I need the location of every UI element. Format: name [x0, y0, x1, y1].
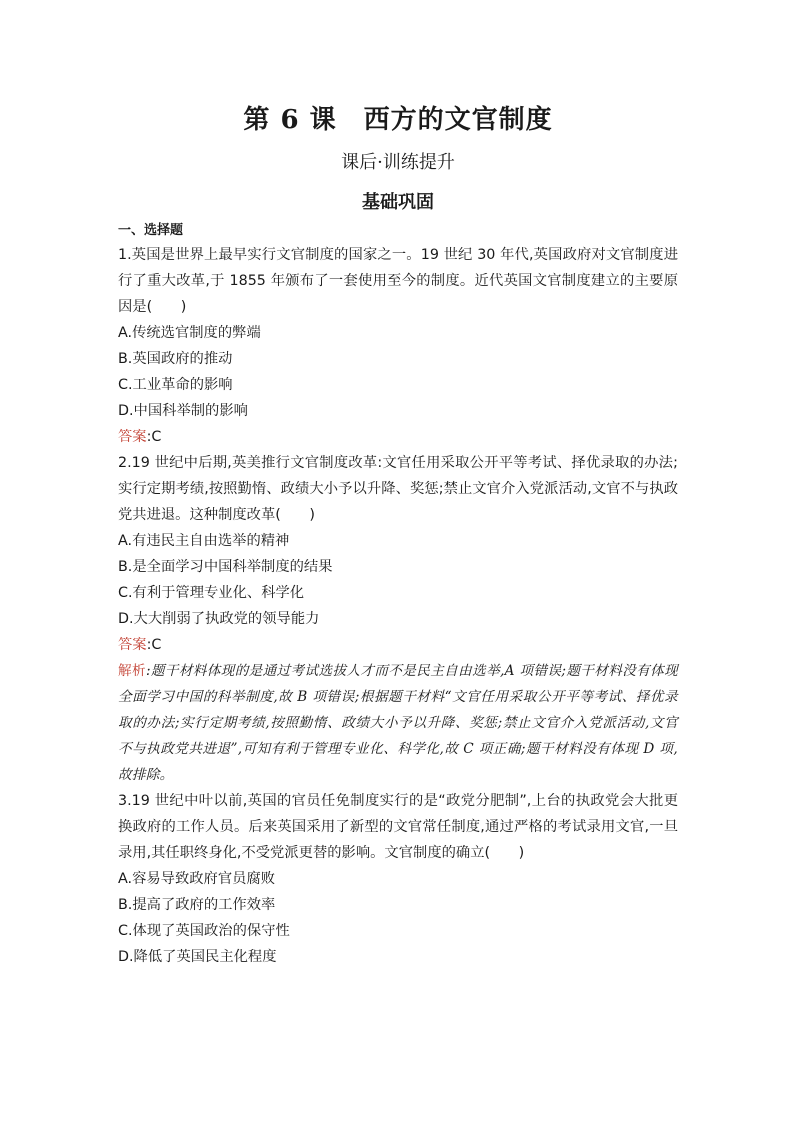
- option-b: B.英国政府的推动: [118, 351, 233, 367]
- part-heading: 一、选择题: [118, 223, 184, 238]
- option-b: B.是全面学习中国科举制度的结果: [118, 559, 333, 575]
- option-a: A.有违民主自由选举的精神: [118, 533, 290, 549]
- answer-line: [118, 424, 678, 450]
- analysis-text: :题干材料体现的是通过考试选拔人才而不是民主自由选举,A 项错误;题干材料没有体现全面学习中国的科举制度,故 B 项错误;根据题干材料“文官任用采取公开平等考试、择优录取的办法;实行定期考绩,按照勤惰、政绩大小予以升降、奖惩;禁止文官介入党派活动,文官不与执政党共进退”,可知有利于管理专业化、科学化,故 C 项正确;题干材料没有体现 D 项,故排除。: [118, 663, 678, 783]
- option-b: B.提高了政府的工作效率: [118, 897, 276, 913]
- section-heading: 基础巩固: [362, 192, 434, 213]
- question-3: [118, 788, 678, 970]
- worksheet-page: [118, 100, 678, 970]
- question-stem: 3.19 世纪中叶以前,英国的官员任免制度实行的是“政党分肥制”,上台的执政党会大批更换政府的工作人员。后来英国采用了新型的文官常任制度,通过严格的考试录用文官,一旦录用,其任职终身化,不受党派更替的影响。文官制度的确立( ): [118, 793, 678, 861]
- option-c: C.体现了英国政治的保守性: [118, 923, 290, 939]
- option-c: C.工业革命的影响: [118, 377, 233, 393]
- option-a: A.传统选官制度的弊端: [118, 325, 261, 341]
- analysis-label: 解析: [118, 663, 146, 679]
- option-d: D.中国科举制的影响: [118, 403, 248, 419]
- question-2: [118, 450, 678, 788]
- lesson-subtitle: 课后·训练提升: [341, 152, 455, 173]
- option-a: A.容易导致政府官员腐败: [118, 871, 276, 887]
- lesson-title: 第 6 课 西方的文官制度: [243, 105, 553, 135]
- answer-value: :C: [146, 429, 162, 445]
- option-c: C.有利于管理专业化、科学化: [118, 585, 305, 601]
- question-stem: 1.英国是世界上最早实行文官制度的国家之一。19 世纪 30 年代,英国政府对文官制度进行了重大改革,于 1855 年颁布了一套使用至今的制度。近代英国文官制度建立的主要原因是( ): [118, 247, 678, 315]
- question-stem: 2.19 世纪中后期,英美推行文官制度改革:文官任用采取公开平等考试、择优录取的办法;实行定期考绩,按照勤惰、政绩大小予以升降、奖惩;禁止文官介入党派活动,文官不与执政党共进退。这种制度改革( ): [118, 455, 678, 523]
- analysis-block: [118, 658, 678, 788]
- option-d: D.降低了英国民主化程度: [118, 949, 277, 965]
- answer-line: [118, 632, 678, 658]
- answer-label: 答案: [118, 429, 147, 445]
- answer-value: :C: [146, 637, 162, 653]
- option-d: D.大大削弱了执政党的领导能力: [118, 611, 320, 627]
- answer-label: 答案: [118, 637, 147, 653]
- question-1: [118, 242, 678, 450]
